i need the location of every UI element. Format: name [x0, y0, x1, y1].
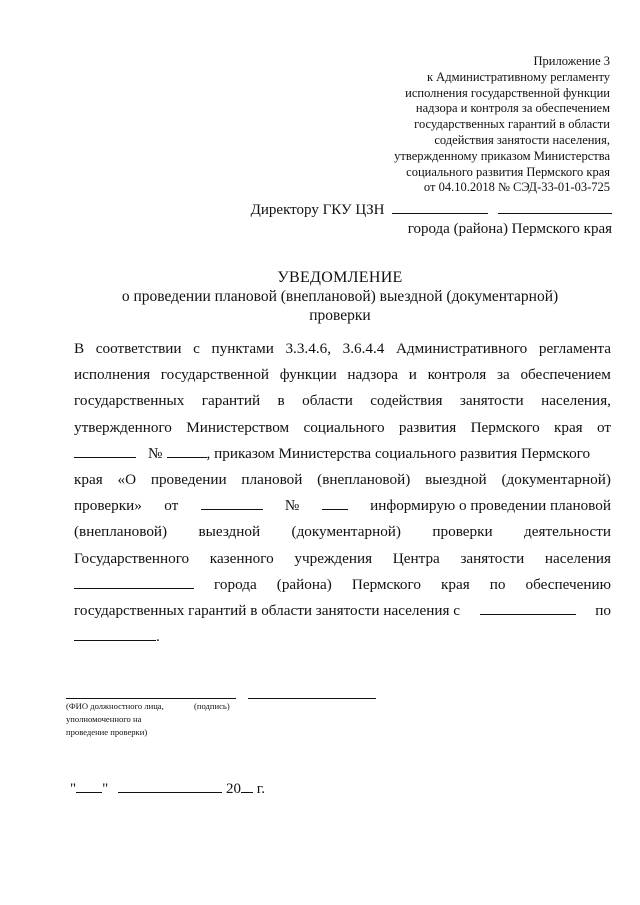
appendix-line: к Административному регламенту — [426, 69, 610, 84]
body-line: В соответствии с пунктами 3.3.4.6, 3.6.4.4 Административного регламента — [74, 340, 611, 357]
signature-caption: (ФИО должностного лица, (подпись) уполномоченного на проведение проверки) — [66, 701, 230, 737]
body-line: . — [74, 624, 611, 650]
appendix-line: утвержденному приказом Министерства — [394, 148, 610, 163]
appendix-header — [394, 54, 610, 196]
body-line: города (района) Пермского края по обеспечению — [74, 572, 611, 598]
appendix-line: Приложение 3 — [533, 54, 610, 68]
blank-field — [201, 496, 263, 510]
document-title: УВЕДОМЛЕНИЕ — [277, 269, 403, 286]
body-line: Государственного казенного учреждения Центра занятости населения — [74, 549, 611, 567]
addressee-block — [232, 201, 612, 239]
appendix-line: от 04.10.2018 № СЭД-33-01-03-725 — [423, 180, 610, 195]
body-line: утвержденного Министерством социального развития Пермского края от — [74, 418, 611, 436]
blank-field — [167, 444, 207, 458]
blank-field — [118, 780, 222, 793]
body-line: государственных гарантий в области содействия занятости населения, — [74, 392, 611, 410]
appendix-line: надзора и контроля за обеспечением — [415, 101, 610, 116]
body-line: исполнения государственной функции надзора и контроля за обеспечением — [74, 366, 611, 384]
blank-field — [322, 496, 348, 510]
notice-body — [74, 336, 611, 650]
document-subtitle: проверки — [309, 307, 371, 324]
addressee-label: Директору ГКУ ЦЗН — [250, 202, 385, 218]
body-line: проверки» от № информирую о проведении плановой — [74, 497, 611, 515]
body-line: государственных гарантий в области занятости населения с по — [74, 601, 611, 619]
document-subtitle: о проведении плановой (внеплановой) выездной (документарной) — [121, 288, 559, 305]
appendix-line: государственных гарантий в области — [414, 117, 610, 132]
blank-field — [392, 201, 488, 214]
blank-field — [241, 780, 253, 793]
body-line: № , приказом Министерства социального развития Пермского — [74, 441, 611, 467]
appendix-line: социального развития Пермского края — [406, 164, 610, 179]
signature-line — [248, 698, 376, 699]
date-line: " " 20 г. — [70, 781, 265, 797]
blank-field — [74, 444, 136, 458]
blank-field — [480, 601, 576, 615]
blank-field — [74, 575, 194, 589]
name-line — [66, 698, 236, 699]
title-block — [70, 268, 610, 325]
blank-field — [498, 201, 612, 214]
addressee-city: города (района) Пермского края — [407, 221, 612, 237]
appendix-line: исполнения государственной функции — [405, 85, 610, 100]
appendix-line: содействия занятости населения, — [434, 132, 610, 147]
body-line: (внеплановой) выездной (документарной) проверки деятельности — [74, 523, 611, 541]
body-line: края «О проведении плановой (внеплановой) выездной (документарной) — [74, 470, 611, 488]
blank-field — [76, 780, 102, 793]
blank-field — [74, 627, 156, 641]
